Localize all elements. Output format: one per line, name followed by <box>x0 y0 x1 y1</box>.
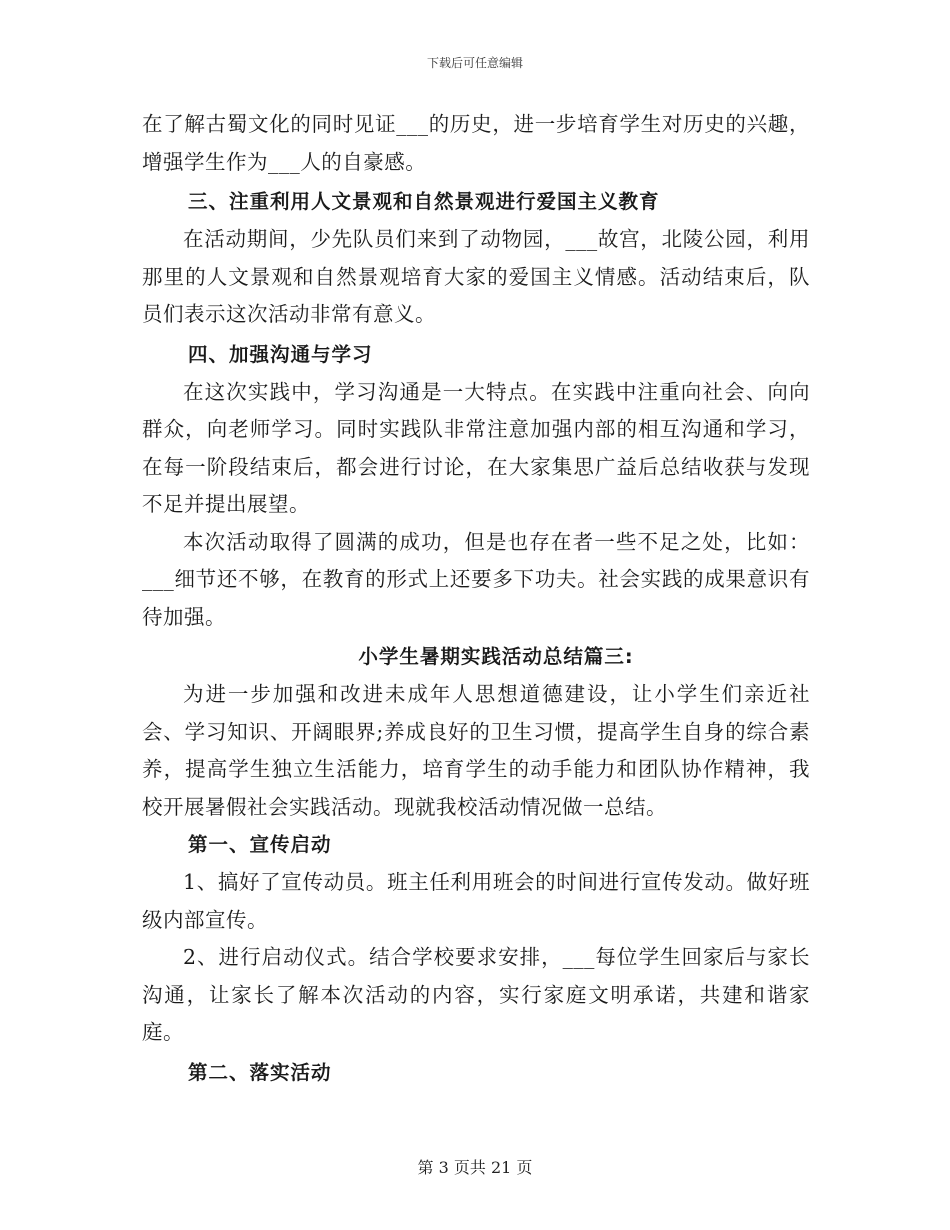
heading-section-3: 三、注重利用人文景观和自然景观进行爱国主义教育 <box>188 190 660 213</box>
heading-second: 第二、落实活动 <box>188 1060 332 1084</box>
paragraph-3: 在这次实践中，学习沟通是一大特点。在实践中注重向社会、向向群众，向老师学习。同时实践队非常注意加强内部的相互沟通和学习，在每一阶段结束后，都会进行讨论，在大家集思广益后总结收获与发现不足并提出展望。 <box>142 379 810 516</box>
header-note: 下载后可任意编辑 <box>426 56 523 70</box>
document-body <box>142 106 810 1092</box>
heading-section-4: 四、加强沟通与学习 <box>188 342 373 366</box>
page-footer: 第 3 页共 21 页 <box>417 1158 533 1177</box>
paragraph-5: 为进一步加强和改进未成年人思想道德建设，让小学生们亲近社会、学习知识、开阔眼界;养成良好的卫生习惯，提高学生自身的综合素养，提高学生独立生活能力，培育学生的动手能力和团队协作精神，我校开展暑假社会实践活动。现就我校活动情况做一总结。 <box>142 682 810 819</box>
paragraph-4: 本次活动取得了圆满的成功，但是也存在者一些不足之处，比如：___细节还不够，在教育的形式上还要多下功夫。社会实践的成果意识有待加强。 <box>142 529 810 629</box>
paragraph-6: 1、搞好了宣传动员。班主任利用班会的时间进行宣传发动。做好班级内部宣传。 <box>142 870 810 932</box>
paragraph-2: 在活动期间，少先队员们来到了动物园，___故宫，北陵公园，利用那里的人文景观和自然景观培育大家的爱国主义情感。活动结束后，队员们表示这次活动非常有意义。 <box>142 227 810 326</box>
paragraph-7: 2、进行启动仪式。结合学校要求安排，___每位学生回家后与家长沟通，让家长了解本次活动的内容，实行家庭文明承诺，共建和谐家庭。 <box>142 945 810 1044</box>
section-title: 小学生暑期实践活动总结篇三: <box>358 645 634 668</box>
paragraph-1: 在了解古蜀文化的同时见证___的历史，进一步培育学生对历史的兴趣，增强学生作为___人的自豪感。 <box>142 112 810 174</box>
heading-first: 第一、宣传启动 <box>188 833 332 856</box>
